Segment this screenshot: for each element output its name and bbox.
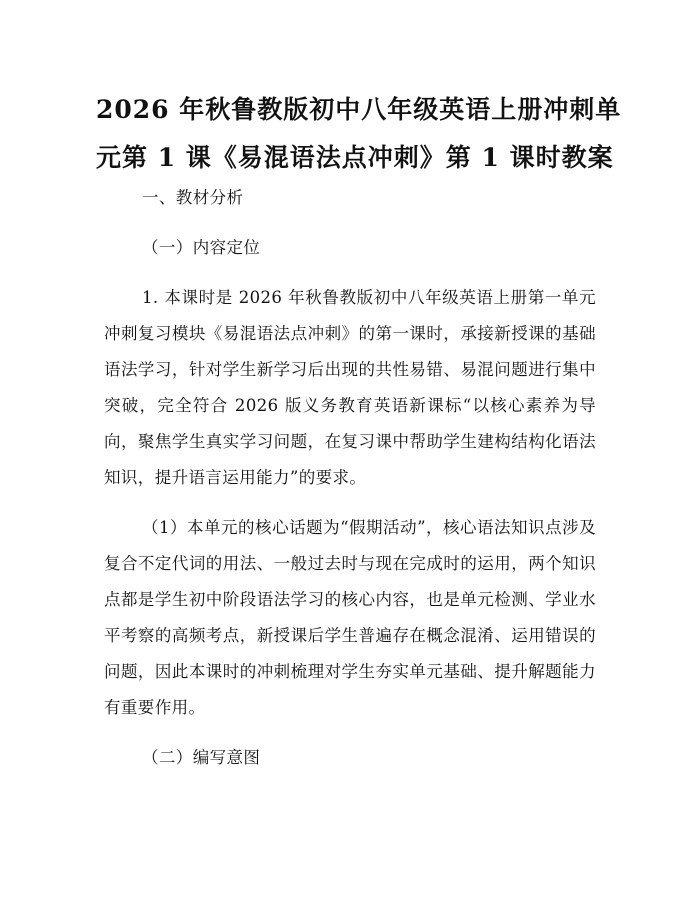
- paragraph-unit-core-topic: （1）本单元的核心话题为“假期活动”，核心语法知识点涉及复合不定代词的用法、一般过去时与现在完成时的运用，两个知识点都是学生初中阶段语法学习的核心内容，也是单元检测、学业水平考察的高频考点，新授课后学生普遍存在概念混淆、运用错误的问题，因此本课时的冲刺梳理对学生夯实单元基础、提升解题能力有重要作用。: [104, 518, 596, 717]
- document-body: [104, 180, 596, 790]
- subsection-heading-writing-intent: （二）编写意图: [142, 748, 261, 767]
- document-title: [96, 86, 622, 182]
- title-line-1: 2026 年秋鲁教版初中八年级英语上册冲刺单: [96, 95, 622, 124]
- section-heading-textbook-analysis: 一、教材分析: [142, 188, 244, 207]
- paragraph-lesson-positioning: 1. 本课时是 2026 年秋鲁教版初中八年级英语上册第一单元冲刺复习模块《易混语法点冲刺》的第一课时，承接新授课的基础语法学习，针对学生新学习后出现的共性易错、易混问题进行集中突破，完全符合 2026 版义务教育英语新课标“以核心素养为导向，聚焦学生真实学习问题，在复习课中帮助学生建构结构化语法知识，提升语言运用能力”的要求。: [104, 288, 596, 487]
- subsection-heading-content-positioning: （一）内容定位: [142, 238, 261, 257]
- title-line-2: 元第 1 课《易混语法点冲刺》第 1 课时教案: [96, 143, 614, 172]
